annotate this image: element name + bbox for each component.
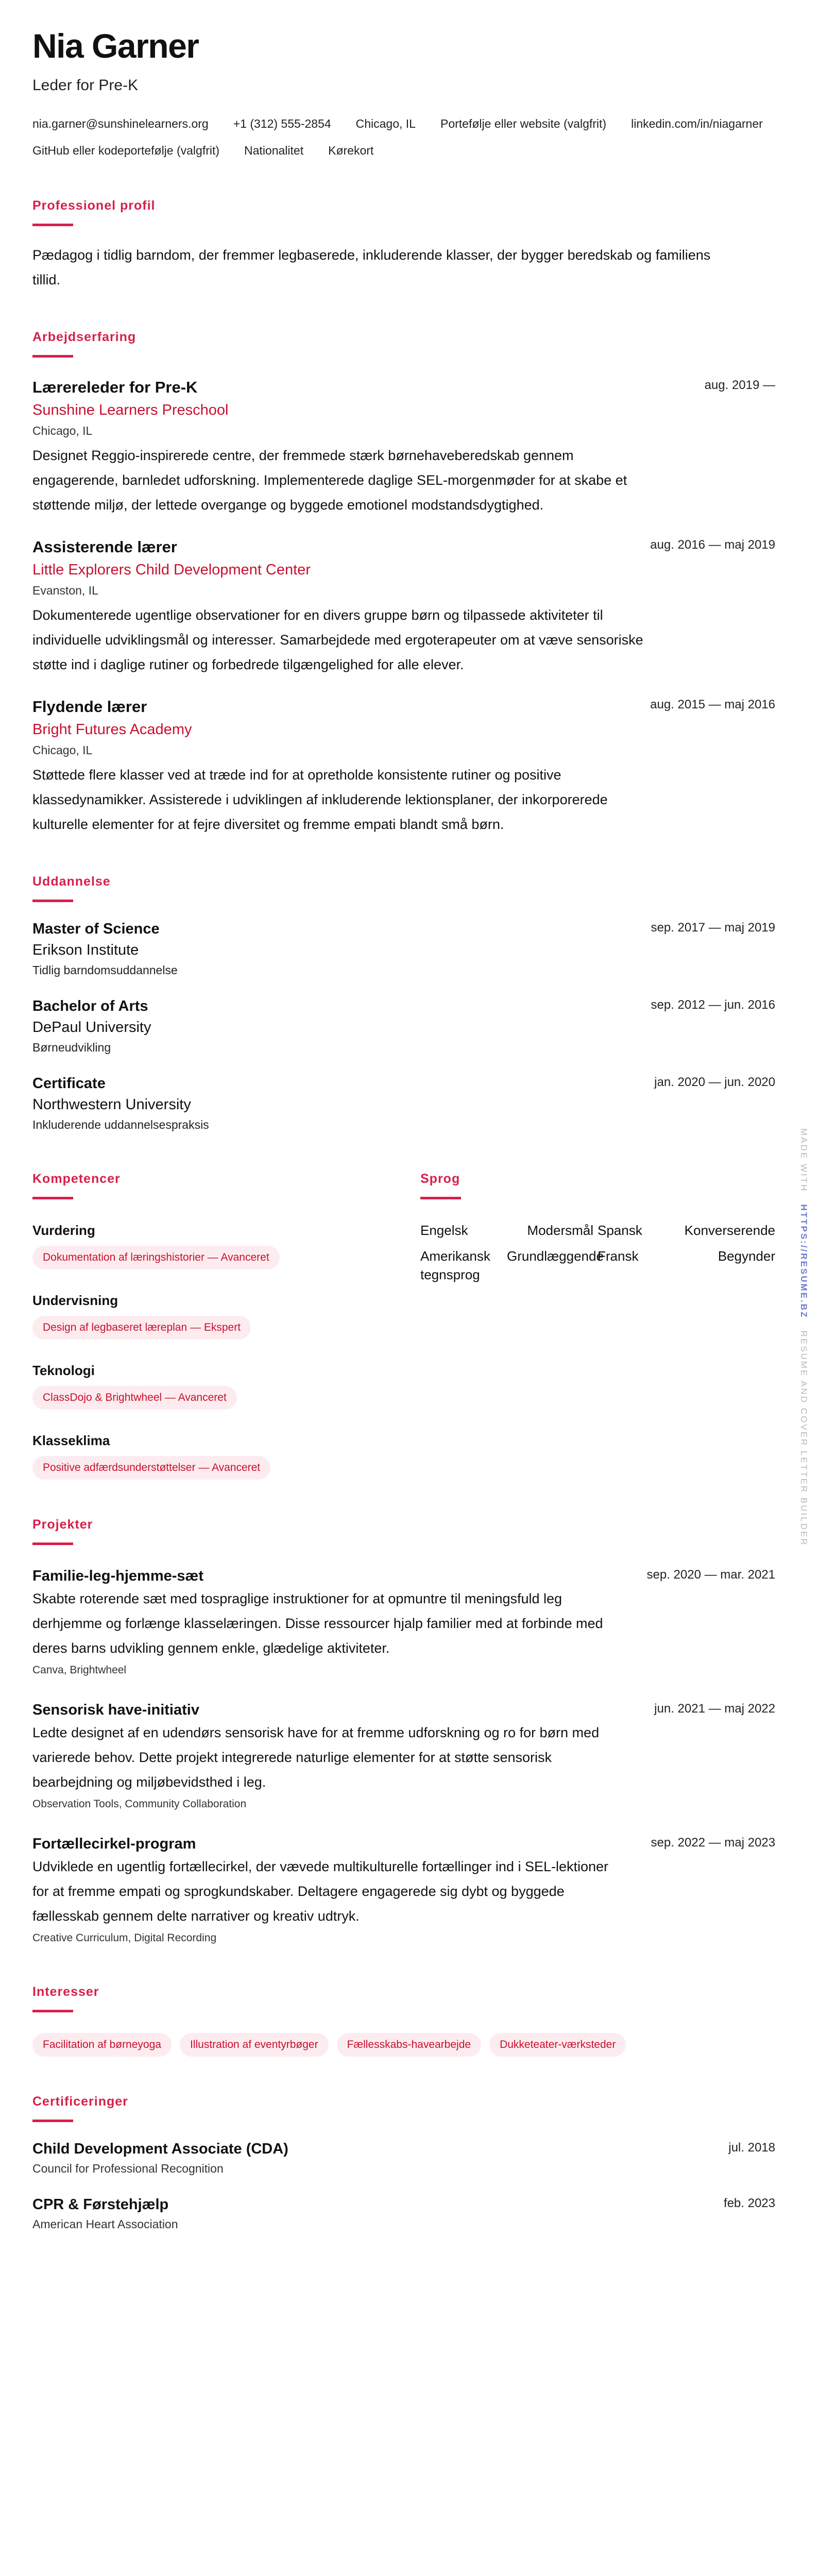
- contact-github[interactable]: GitHub eller kodeportefølje (valgfrit): [32, 144, 220, 157]
- watermark: [798, 1128, 809, 1551]
- certifications-section: [32, 2093, 775, 2233]
- project-tools: Creative Curriculum, Digital Recording: [32, 1932, 217, 1944]
- job-title: Leder for Pre-K: [32, 77, 139, 94]
- project-description: Skabte roterende sæt med tospraglige instruktioner for at opmuntre til meningsfuld leg derhjemme og forlænge klasselæringen. Disse ressourcer hjalp familier med at forbinde med deres barns udvikling gennem enkle, glædelige aktiviteter.: [32, 1591, 603, 1656]
- education-date: sep. 2012 — jun. 2016: [651, 998, 775, 1012]
- job-entry: [32, 536, 775, 677]
- job-location: Chicago, IL: [32, 424, 93, 437]
- contact-phone[interactable]: +1 (312) 555-2854: [233, 117, 331, 130]
- certification-title: CPR & Førstehjælp: [32, 2196, 169, 2213]
- project-date: jun. 2021 — maj 2022: [654, 1702, 775, 1716]
- job-location: Chicago, IL: [32, 743, 93, 757]
- language-grid: [420, 1221, 775, 1284]
- skill-category: Teknologi: [32, 1363, 95, 1378]
- institution: Northwestern University: [32, 1096, 191, 1113]
- degree: Certificate: [32, 1075, 106, 1092]
- skill-pill: Dokumentation af læringshistorier — Avanceret: [32, 1246, 280, 1269]
- field-of-study: Børneudvikling: [32, 1041, 111, 1054]
- contact-license: Kørekort: [328, 144, 374, 157]
- interest-pill: Dukketeater-værksteder: [489, 2033, 626, 2057]
- watermark-suffix: RESUME AND COVER LETTER BUILDER: [799, 1330, 809, 1547]
- project-title: Familie-leg-hjemme-sæt: [32, 1568, 203, 1584]
- section-heading: Projekter: [32, 1517, 93, 1532]
- company: Bright Futures Academy: [32, 721, 192, 738]
- job-location: Evanston, IL: [32, 584, 98, 597]
- job-date: aug. 2019 —: [704, 378, 775, 392]
- project-tools: Canva, Brightwheel: [32, 1664, 127, 1676]
- skills-languages-row: [32, 1170, 775, 1480]
- heading-underline: [32, 2010, 73, 2012]
- job-title: Flydende lærer: [32, 698, 147, 716]
- job-date: aug. 2015 — maj 2016: [650, 698, 775, 711]
- job-date: aug. 2016 — maj 2019: [650, 538, 775, 552]
- certification-entry: [32, 2194, 775, 2233]
- language-name: Amerikansk tegnsprog: [420, 1248, 490, 1282]
- language-level: Begynder: [718, 1248, 775, 1264]
- section-heading: Sprog: [420, 1172, 461, 1186]
- field-of-study: Inkluderende uddannelsespraksis: [32, 1118, 209, 1131]
- languages-section: [420, 1170, 775, 1480]
- job-description: Dokumenterede ugentlige observationer for en divers gruppe børn og tilpassede aktiviteter til individuelle udviklingsmål og interesser. Samarbejdede med ergoterapeuter om at væve sensoriske støtte ind i daglige rutiner og forbedrede tilgængelighed for alle elever.: [32, 607, 643, 672]
- skill-pill: Design af legbaseret læreplan — Ekspert: [32, 1316, 251, 1340]
- contact-email[interactable]: nia.garner@sunshinelearners.org: [32, 117, 209, 130]
- project-entry: [32, 1700, 775, 1813]
- skill-category: Vurdering: [32, 1223, 95, 1238]
- language-name: Spansk: [598, 1223, 642, 1238]
- heading-underline: [32, 224, 73, 226]
- certification-date: feb. 2023: [723, 2196, 775, 2210]
- experience-section: [32, 328, 775, 837]
- project-title: Sensorisk have-initiativ: [32, 1702, 199, 1718]
- contact-nationality: Nationalitet: [244, 144, 304, 157]
- heading-underline: [32, 1197, 73, 1199]
- project-date: sep. 2020 — mar. 2021: [646, 1568, 775, 1582]
- job-description: Designet Reggio-inspirerede centre, der fremmede stærk børnehaveberedskab gennem engagerende, barnledet udforskning. Implementerede daglige SEL-morgenmøder for at skabe et støttende miljø, der lettede overgange og byggede emotionel modstandsdygtighed.: [32, 448, 627, 513]
- company: Sunshine Learners Preschool: [32, 402, 229, 418]
- certification-date: jul. 2018: [728, 2141, 775, 2155]
- heading-underline: [32, 2120, 73, 2122]
- project-title: Fortællecirkel-program: [32, 1836, 196, 1852]
- project-date: sep. 2022 — maj 2023: [651, 1836, 775, 1850]
- heading-underline: [32, 900, 73, 902]
- contact-portfolio[interactable]: Portefølje eller website (valgfrit): [440, 117, 607, 130]
- education-section: [32, 873, 775, 1134]
- section-heading: Uddannelse: [32, 874, 111, 889]
- skill-category: Klasseklima: [32, 1433, 110, 1448]
- job-entry: [32, 376, 775, 517]
- language-level: Konverserende: [684, 1223, 775, 1238]
- interest-list: [32, 2033, 775, 2057]
- field-of-study: Tidlig barndomsuddannelse: [32, 963, 178, 977]
- project-description: Udviklede en ugentlig fortællecirkel, der vævede multikulturelle fortællinger ind i SEL-lektioner for at fremme empati og sprogkundskaber. Deltagere engagerede sig dybt og byggede fællesskab gennem delte narrativer og kreativ udtryk.: [32, 1859, 609, 1924]
- project-entry: [32, 1834, 775, 1947]
- interests-section: [32, 1983, 775, 2057]
- candidate-name: Nia Garner: [32, 27, 199, 65]
- skill-pill: Positive adfærdsunderstøttelser — Avanceret: [32, 1456, 270, 1480]
- project-tools: Observation Tools, Community Collaboration: [32, 1798, 247, 1810]
- job-entry: [32, 696, 775, 837]
- project-description: Ledte designet af en udendørs sensorisk have for at fremme udforskning og ro for børn med varierede behov. Dette projekt integrerede naturlige elementer for at støtte sensorisk bearbejdning og miljøbevidsthed i leg.: [32, 1725, 600, 1790]
- education-date: jan. 2020 — jun. 2020: [654, 1075, 775, 1089]
- job-title: Assisterende lærer: [32, 538, 177, 556]
- language-name: Fransk: [598, 1248, 639, 1264]
- profile-text: Pædagog i tidlig barndom, der fremmer legbaserede, inkluderende klasser, der bygger beredskab og familiens tillid.: [32, 247, 711, 287]
- certification-issuer: American Heart Association: [32, 2217, 178, 2231]
- watermark-prefix: MADE WITH: [799, 1128, 809, 1193]
- certification-title: Child Development Associate (CDA): [32, 2141, 288, 2157]
- projects-section: [32, 1516, 775, 1947]
- section-heading: Kompetencer: [32, 1172, 121, 1186]
- section-heading: Interesser: [32, 1985, 99, 1999]
- resume: [32, 0, 775, 2264]
- heading-underline: [32, 1543, 73, 1545]
- job-title: Lærereleder for Pre-K: [32, 378, 198, 396]
- contact-location: Chicago, IL: [355, 117, 416, 130]
- contact-list: [32, 113, 764, 161]
- project-entry: [32, 1566, 775, 1679]
- watermark-link[interactable]: HTTPS://RESUME.BZ: [799, 1204, 809, 1319]
- section-heading: Professionel profil: [32, 198, 156, 213]
- section-heading: Certificeringer: [32, 2094, 128, 2109]
- degree: Master of Science: [32, 921, 160, 937]
- job-description: Støttede flere klasser ved at træde ind for at opretholde konsistente rutiner og positive klassedynamikker. Assisterede i udviklingen af inkluderende lektionsplaner, der inkorporerede kulturelle elementer for at fejre diversitet og fremme empati blandt små børn.: [32, 767, 608, 832]
- contact-linkedin[interactable]: linkedin.com/in/niagarner: [631, 117, 763, 130]
- profile-section: [32, 197, 775, 292]
- heading-underline: [32, 355, 73, 358]
- company: Little Explorers Child Development Center: [32, 562, 311, 578]
- education-date: sep. 2017 — maj 2019: [651, 921, 775, 935]
- education-entry: [32, 1073, 775, 1134]
- interest-pill: Fællesskabs-havearbejde: [337, 2033, 481, 2057]
- skill-pill: ClassDojo & Brightwheel — Avanceret: [32, 1386, 237, 1410]
- education-entry: [32, 996, 775, 1057]
- interest-pill: Facilitation af børneyoga: [32, 2033, 172, 2057]
- language-level: Grundlæggende: [507, 1248, 604, 1264]
- language-level: Modersmål: [527, 1223, 593, 1238]
- interest-pill: Illustration af eventyrbøger: [180, 2033, 329, 2057]
- language-name: Engelsk: [420, 1223, 468, 1238]
- institution: Erikson Institute: [32, 942, 139, 958]
- heading-underline: [420, 1197, 461, 1199]
- section-heading: Arbejdserfaring: [32, 330, 137, 344]
- skill-category: Undervisning: [32, 1293, 118, 1308]
- degree: Bachelor of Arts: [32, 998, 148, 1014]
- certification-entry: [32, 2139, 775, 2178]
- certification-issuer: Council for Professional Recognition: [32, 2162, 224, 2175]
- skills-section: [32, 1170, 420, 1480]
- institution: DePaul University: [32, 1019, 151, 1036]
- education-entry: [32, 919, 775, 979]
